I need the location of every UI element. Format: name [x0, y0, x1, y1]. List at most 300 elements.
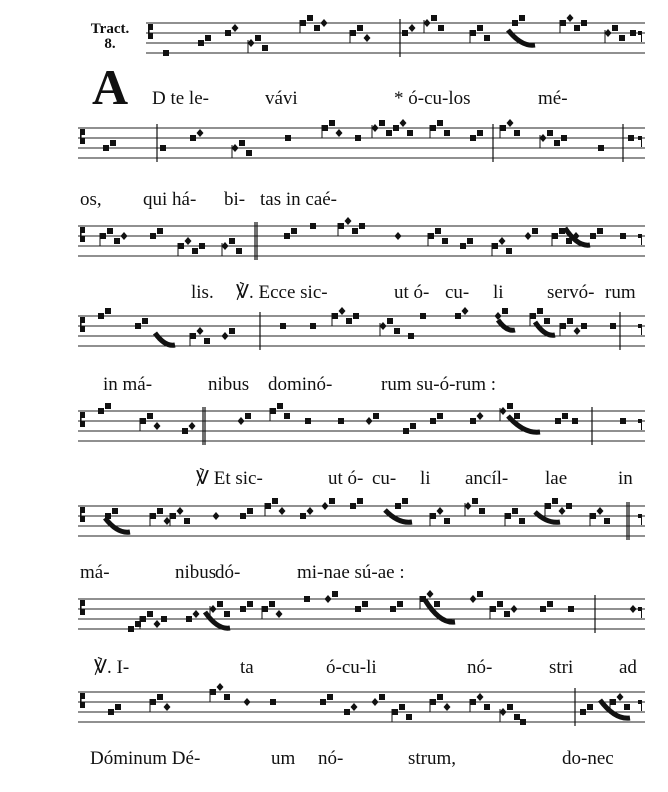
- note-punctum: [178, 243, 184, 249]
- note-punctum: [107, 228, 113, 234]
- note-rhombus: [372, 124, 379, 132]
- note-rhombus: [597, 507, 604, 515]
- lyric-syllable: li: [420, 468, 431, 489]
- note-punctum: [587, 704, 593, 710]
- note-punctum: [346, 318, 352, 324]
- note-punctum: [502, 308, 508, 314]
- note-punctum: [507, 704, 513, 710]
- note-punctum: [545, 503, 551, 509]
- note-rhombus: [154, 422, 161, 430]
- note-rhombus: [210, 605, 217, 613]
- note-punctum: [560, 323, 566, 329]
- lyric-syllable: nibus: [175, 562, 217, 583]
- note-punctum: [408, 333, 414, 339]
- lyric-syllable: os,: [80, 189, 102, 210]
- note-punctum: [322, 125, 328, 131]
- lyric-syllable: mi-nae sú-ae :: [297, 562, 405, 583]
- staff-2: [78, 119, 645, 162]
- note-rhombus: [276, 610, 283, 618]
- note-rhombus: [307, 507, 314, 515]
- lyric-line-7: [0, 655, 668, 681]
- lyric-syllable: vávi: [265, 88, 298, 109]
- note-punctum: [431, 15, 437, 21]
- note-rhombus: [605, 29, 612, 37]
- staff-8: [78, 683, 645, 726]
- note-punctum: [561, 135, 567, 141]
- note-punctum: [403, 428, 409, 434]
- note-punctum: [540, 606, 546, 612]
- note-rhombus: [321, 19, 328, 27]
- note-punctum: [477, 25, 483, 31]
- note-rhombus: [477, 412, 484, 420]
- note-punctum: [620, 233, 626, 239]
- porrectus-stroke: [498, 320, 515, 330]
- note-punctum: [320, 699, 326, 705]
- note-punctum: [140, 616, 146, 622]
- note-punctum: [387, 318, 393, 324]
- lyric-syllable: ℣. Ecce sic-: [236, 282, 328, 303]
- lyric-syllable: ad: [619, 657, 637, 678]
- note-punctum: [442, 238, 448, 244]
- note-punctum: [300, 20, 306, 26]
- note-punctum: [373, 413, 379, 419]
- note-punctum: [147, 413, 153, 419]
- note-punctum: [161, 616, 167, 622]
- lyric-syllable: má-: [80, 562, 110, 583]
- note-rhombus: [500, 407, 507, 415]
- note-punctum: [477, 591, 483, 597]
- note-rhombus: [222, 242, 229, 250]
- note-punctum: [284, 233, 290, 239]
- note-rhombus: [395, 232, 402, 240]
- lyric-syllable: lis.: [191, 282, 214, 303]
- lyric-syllable: mé-: [538, 88, 568, 109]
- note-rhombus: [525, 232, 532, 240]
- note-punctum: [291, 228, 297, 234]
- note-punctum: [630, 30, 636, 36]
- note-punctum: [470, 699, 476, 705]
- note-punctum: [395, 503, 401, 509]
- note-rhombus: [499, 237, 506, 245]
- note-punctum: [338, 418, 344, 424]
- note-punctum: [624, 704, 630, 710]
- note-rhombus: [322, 502, 329, 510]
- note-rhombus: [345, 217, 352, 225]
- note-rhombus: [540, 134, 547, 142]
- note-punctum: [285, 135, 291, 141]
- note-punctum: [437, 120, 443, 126]
- note-punctum: [537, 308, 543, 314]
- note-rhombus: [511, 605, 518, 613]
- note-rhombus: [380, 322, 387, 330]
- note-punctum: [229, 238, 235, 244]
- note-punctum: [552, 233, 558, 239]
- lyric-syllable: rum su-ó-rum :: [381, 374, 497, 395]
- note-punctum: [399, 704, 405, 710]
- lyric-line-5: [0, 466, 668, 492]
- note-punctum: [128, 626, 134, 632]
- note-punctum: [255, 35, 261, 41]
- note-punctum: [435, 228, 441, 234]
- note-punctum: [470, 135, 476, 141]
- note-punctum: [247, 601, 253, 607]
- note-punctum: [590, 233, 596, 239]
- note-punctum: [265, 503, 271, 509]
- note-punctum: [272, 498, 278, 504]
- note-rhombus: [197, 129, 204, 137]
- note-punctum: [204, 338, 210, 344]
- note-rhombus: [500, 708, 507, 716]
- lyric-syllable: nó-: [467, 657, 493, 678]
- staff-7: [78, 590, 645, 633]
- lyric-syllable: servó-: [547, 282, 595, 303]
- note-punctum: [329, 498, 335, 504]
- note-punctum: [103, 145, 109, 151]
- note-punctum: [512, 20, 518, 26]
- porrectus-stroke: [508, 416, 540, 432]
- note-punctum: [246, 150, 252, 156]
- note-punctum: [305, 418, 311, 424]
- note-punctum: [205, 35, 211, 41]
- note-punctum: [270, 699, 276, 705]
- note-punctum: [406, 714, 412, 720]
- staff-4: [78, 307, 645, 350]
- lyric-syllable: ancíl-: [465, 468, 509, 489]
- lyric-line-4: [0, 372, 668, 398]
- note-rhombus: [470, 595, 477, 603]
- lyric-syllable: um: [271, 748, 296, 769]
- note-punctum: [284, 413, 290, 419]
- note-punctum: [225, 30, 231, 36]
- note-rhombus: [617, 693, 624, 701]
- note-punctum: [519, 15, 525, 21]
- note-punctum: [338, 223, 344, 229]
- note-punctum: [544, 318, 550, 324]
- note-punctum: [520, 719, 526, 725]
- note-rhombus: [567, 14, 574, 22]
- note-punctum: [484, 704, 490, 710]
- note-rhombus: [217, 683, 224, 691]
- porrectus-stroke: [535, 512, 560, 522]
- note-punctum: [379, 694, 385, 700]
- note-punctum: [470, 418, 476, 424]
- lyric-syllable: stri: [549, 657, 574, 678]
- lyric-line-8: [0, 746, 668, 772]
- note-rhombus: [213, 512, 220, 520]
- note-punctum: [420, 313, 426, 319]
- note-punctum: [514, 413, 520, 419]
- note-rhombus: [364, 34, 371, 42]
- note-punctum: [492, 243, 498, 249]
- note-punctum: [386, 130, 392, 136]
- initial-letter: A: [92, 59, 127, 115]
- note-punctum: [186, 616, 192, 622]
- note-punctum: [105, 308, 111, 314]
- lyric-syllable: li: [493, 282, 504, 303]
- note-punctum: [430, 699, 436, 705]
- note-punctum: [479, 508, 485, 514]
- c-clef-stem: [80, 600, 82, 615]
- tract-number: 8.: [104, 36, 116, 52]
- note-punctum: [98, 313, 104, 319]
- lyric-line-2: [0, 187, 668, 213]
- note-punctum: [280, 323, 286, 329]
- note-punctum: [530, 313, 536, 319]
- note-punctum: [392, 709, 398, 715]
- note-punctum: [581, 20, 587, 26]
- lyric-syllable: ℣. I-: [94, 657, 130, 678]
- note-punctum: [500, 125, 506, 131]
- note-punctum: [224, 611, 230, 617]
- note-rhombus: [574, 327, 581, 335]
- lyric-syllable: qui há-: [143, 189, 197, 210]
- note-rhombus: [121, 232, 128, 240]
- note-punctum: [477, 130, 483, 136]
- staff-6: [78, 498, 645, 540]
- note-punctum: [562, 413, 568, 419]
- note-punctum: [359, 223, 365, 229]
- note-punctum: [620, 418, 626, 424]
- note-punctum: [580, 709, 586, 715]
- note-punctum: [610, 323, 616, 329]
- note-punctum: [304, 596, 310, 602]
- note-punctum: [224, 694, 230, 700]
- note-rhombus: [193, 610, 200, 618]
- note-punctum: [505, 513, 511, 519]
- note-punctum: [410, 423, 416, 429]
- lyric-syllable: ℣ Et sic-: [196, 468, 263, 489]
- lyric-syllable: nibus: [208, 374, 250, 395]
- c-clef-stem: [80, 129, 82, 144]
- note-punctum: [198, 40, 204, 46]
- note-punctum: [182, 428, 188, 434]
- note-punctum: [568, 606, 574, 612]
- c-clef-stem: [80, 227, 82, 242]
- note-punctum: [160, 145, 166, 151]
- note-punctum: [574, 25, 580, 31]
- note-rhombus: [400, 119, 407, 127]
- lyric-syllable: ut ó-: [394, 282, 430, 303]
- note-punctum: [547, 601, 553, 607]
- lyric-syllable: Dóminum Dé-: [90, 748, 201, 769]
- lyric-syllable: cu-: [445, 282, 470, 303]
- lyric-line-1: [0, 86, 668, 112]
- lyric-syllable: in má-: [103, 374, 153, 395]
- note-punctum: [379, 120, 385, 126]
- note-punctum: [497, 601, 503, 607]
- note-rhombus: [232, 24, 239, 32]
- note-punctum: [512, 508, 518, 514]
- note-punctum: [472, 498, 478, 504]
- c-clef-stem: [80, 507, 82, 522]
- note-punctum: [332, 591, 338, 597]
- note-punctum: [114, 238, 120, 244]
- note-rhombus: [372, 698, 379, 706]
- note-punctum: [590, 513, 596, 519]
- note-punctum: [269, 601, 275, 607]
- note-punctum: [157, 508, 163, 514]
- note-punctum: [352, 228, 358, 234]
- note-rhombus: [325, 595, 332, 603]
- note-punctum: [217, 601, 223, 607]
- staff-3: [78, 217, 645, 260]
- note-rhombus: [197, 327, 204, 335]
- lyric-syllable: in: [618, 468, 633, 489]
- note-rhombus: [164, 517, 171, 525]
- note-punctum: [300, 513, 306, 519]
- note-punctum: [554, 140, 560, 146]
- note-punctum: [105, 403, 111, 409]
- note-punctum: [484, 35, 490, 41]
- note-punctum: [353, 313, 359, 319]
- note-punctum: [455, 313, 461, 319]
- note-punctum: [612, 25, 618, 31]
- note-punctum: [552, 498, 558, 504]
- note-punctum: [245, 413, 251, 419]
- note-punctum: [444, 518, 450, 524]
- note-punctum: [247, 508, 253, 514]
- note-punctum: [147, 611, 153, 617]
- note-rhombus: [189, 422, 196, 430]
- note-punctum: [150, 233, 156, 239]
- note-punctum: [514, 130, 520, 136]
- note-punctum: [547, 130, 553, 136]
- lyric-line-6: [0, 560, 668, 586]
- note-rhombus: [339, 307, 346, 315]
- porrectus-stroke: [155, 333, 175, 345]
- note-punctum: [239, 140, 245, 146]
- note-rhombus: [495, 312, 502, 320]
- note-punctum: [430, 513, 436, 519]
- note-punctum: [310, 323, 316, 329]
- note-rhombus: [477, 693, 484, 701]
- note-punctum: [210, 689, 216, 695]
- note-punctum: [184, 518, 190, 524]
- note-punctum: [192, 248, 198, 254]
- note-rhombus: [559, 507, 566, 515]
- note-punctum: [163, 50, 169, 56]
- note-rhombus: [366, 417, 373, 425]
- note-punctum: [430, 125, 436, 131]
- lyric-syllable: ta: [240, 657, 254, 678]
- note-punctum: [240, 513, 246, 519]
- note-rhombus: [437, 507, 444, 515]
- note-punctum: [327, 694, 333, 700]
- lyric-syllable: do-nec: [562, 748, 614, 769]
- lyric-syllable: bi-: [224, 189, 246, 210]
- note-punctum: [560, 20, 566, 26]
- note-rhombus: [164, 703, 171, 711]
- note-punctum: [236, 248, 242, 254]
- tract-label-line1: Tract.: [90, 21, 130, 37]
- note-punctum: [604, 518, 610, 524]
- lyric-syllable: cu-: [372, 468, 397, 489]
- note-rhombus: [177, 507, 184, 515]
- note-punctum: [329, 120, 335, 126]
- note-punctum: [270, 408, 276, 414]
- note-punctum: [240, 606, 246, 612]
- note-punctum: [112, 508, 118, 514]
- note-punctum: [262, 45, 268, 51]
- lyric-syllable: lae: [545, 468, 568, 489]
- note-punctum: [355, 135, 361, 141]
- note-punctum: [507, 403, 513, 409]
- note-punctum: [100, 233, 106, 239]
- note-rhombus: [465, 502, 472, 510]
- note-punctum: [277, 403, 283, 409]
- note-punctum: [566, 503, 572, 509]
- note-punctum: [598, 145, 604, 151]
- note-punctum: [199, 243, 205, 249]
- lyric-syllable: strum,: [408, 748, 457, 769]
- note-punctum: [467, 238, 473, 244]
- c-clef-stem: [80, 317, 82, 332]
- staff-1: [146, 14, 645, 57]
- note-punctum: [150, 699, 156, 705]
- note-punctum: [460, 243, 466, 249]
- note-punctum: [572, 418, 578, 424]
- note-rhombus: [154, 620, 161, 628]
- note-punctum: [393, 125, 399, 131]
- note-punctum: [108, 709, 114, 715]
- note-rhombus: [630, 605, 637, 613]
- note-punctum: [115, 704, 121, 710]
- lyric-syllable: ó-cu-li: [326, 657, 377, 678]
- lyric-syllable: tas in caé-: [260, 189, 338, 210]
- note-rhombus: [409, 24, 416, 32]
- note-punctum: [394, 328, 400, 334]
- note-rhombus: [462, 307, 469, 315]
- note-rhombus: [248, 39, 255, 47]
- note-punctum: [430, 418, 436, 424]
- c-clef-stem: [80, 693, 82, 708]
- note-punctum: [229, 328, 235, 334]
- note-punctum: [437, 694, 443, 700]
- note-rhombus: [185, 237, 192, 245]
- note-punctum: [310, 223, 316, 229]
- note-punctum: [434, 601, 440, 607]
- note-punctum: [390, 606, 396, 612]
- note-punctum: [135, 323, 141, 329]
- note-punctum: [581, 323, 587, 329]
- note-punctum: [110, 140, 116, 146]
- note-punctum: [314, 25, 320, 31]
- note-punctum: [142, 318, 148, 324]
- note-punctum: [597, 228, 603, 234]
- lyric-syllable: D te le-: [152, 88, 209, 109]
- note-rhombus: [507, 119, 514, 127]
- lyric-syllable: dó-: [215, 562, 241, 583]
- note-punctum: [504, 611, 510, 617]
- note-punctum: [350, 30, 356, 36]
- note-punctum: [355, 606, 361, 612]
- note-punctum: [567, 318, 573, 324]
- note-punctum: [519, 518, 525, 524]
- note-punctum: [402, 30, 408, 36]
- staff-5: [78, 403, 645, 445]
- note-rhombus: [244, 698, 251, 706]
- note-punctum: [307, 15, 313, 21]
- note-punctum: [262, 606, 268, 612]
- note-rhombus: [351, 703, 358, 711]
- lyric-syllable: ut ó-: [328, 468, 364, 489]
- note-punctum: [490, 606, 496, 612]
- note-punctum: [619, 35, 625, 41]
- note-punctum: [514, 714, 520, 720]
- note-rhombus: [427, 590, 434, 598]
- note-punctum: [344, 709, 350, 715]
- note-punctum: [555, 418, 561, 424]
